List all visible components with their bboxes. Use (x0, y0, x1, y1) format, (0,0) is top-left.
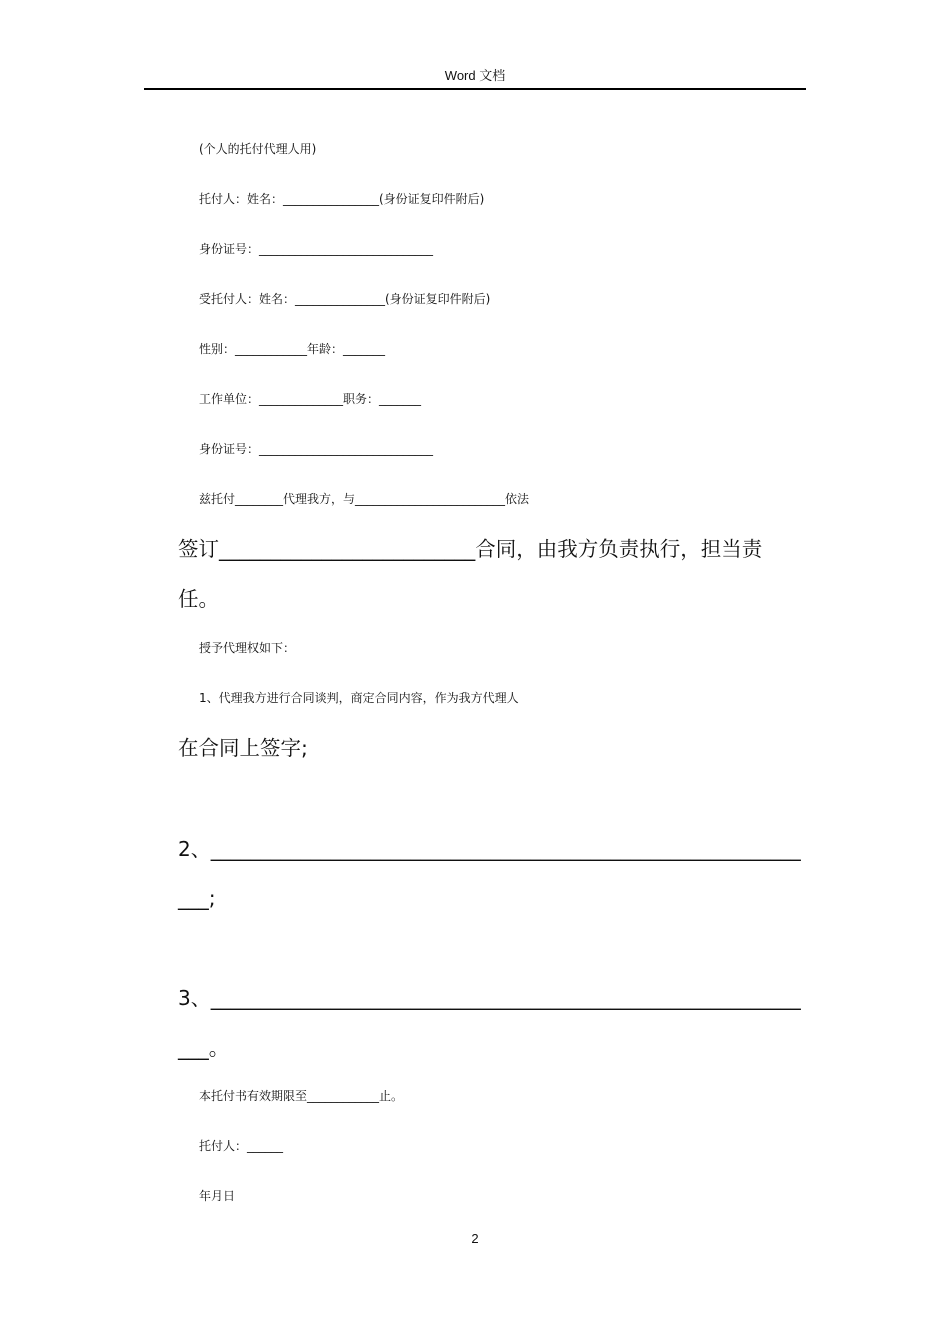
authority-item-3-line-2: ___。 (178, 1036, 230, 1060)
authority-item-2-line-1: 2、___________________________________________________________ (178, 837, 801, 861)
date-line: 年月日 (199, 1189, 236, 1203)
agent-name-line: 受托付人：姓名：_______________(身份证复印件附后) (199, 292, 491, 306)
entrust-paragraph-line-1: 兹托付________代理我方，与_________________________依法 (199, 492, 530, 506)
validity-period-line: 本托付书有效期限至____________止。 (199, 1089, 404, 1103)
employer-position-line: 工作单位：______________职务：_______ (199, 392, 422, 406)
page-header (144, 66, 806, 90)
authority-heading: 授予代理权如下： (199, 641, 296, 655)
principal-signature-line: 托付人：______ (199, 1139, 284, 1153)
gender-age-line: 性别：____________年龄：_______ (199, 342, 386, 356)
entrust-paragraph-line-2: 签订_________________________合同，由我方负责执行，担当责 (178, 537, 763, 561)
page-number: 2 (471, 1231, 479, 1246)
authority-item-1-line-1: 1、代理我方进行合同谈判，商定合同内容，作为我方代理人 (199, 691, 519, 705)
principal-id-line: 身份证号：_____________________________ (199, 242, 434, 256)
authority-item-3-line-1: 3、___________________________________________________________ (178, 986, 801, 1010)
header-title: Word 文档 (444, 68, 506, 83)
entrust-paragraph-line-3: 任。 (178, 587, 219, 611)
principal-name-line: 托付人：姓名：________________(身份证复印件附后) (199, 192, 485, 206)
authority-item-1-line-2: 在合同上签字; (178, 736, 308, 760)
document-subtitle: (个人的托付代理人用) (199, 142, 317, 156)
agent-id-line: 身份证号：_____________________________ (199, 442, 434, 456)
authority-item-2-line-2: ___; (178, 886, 216, 910)
